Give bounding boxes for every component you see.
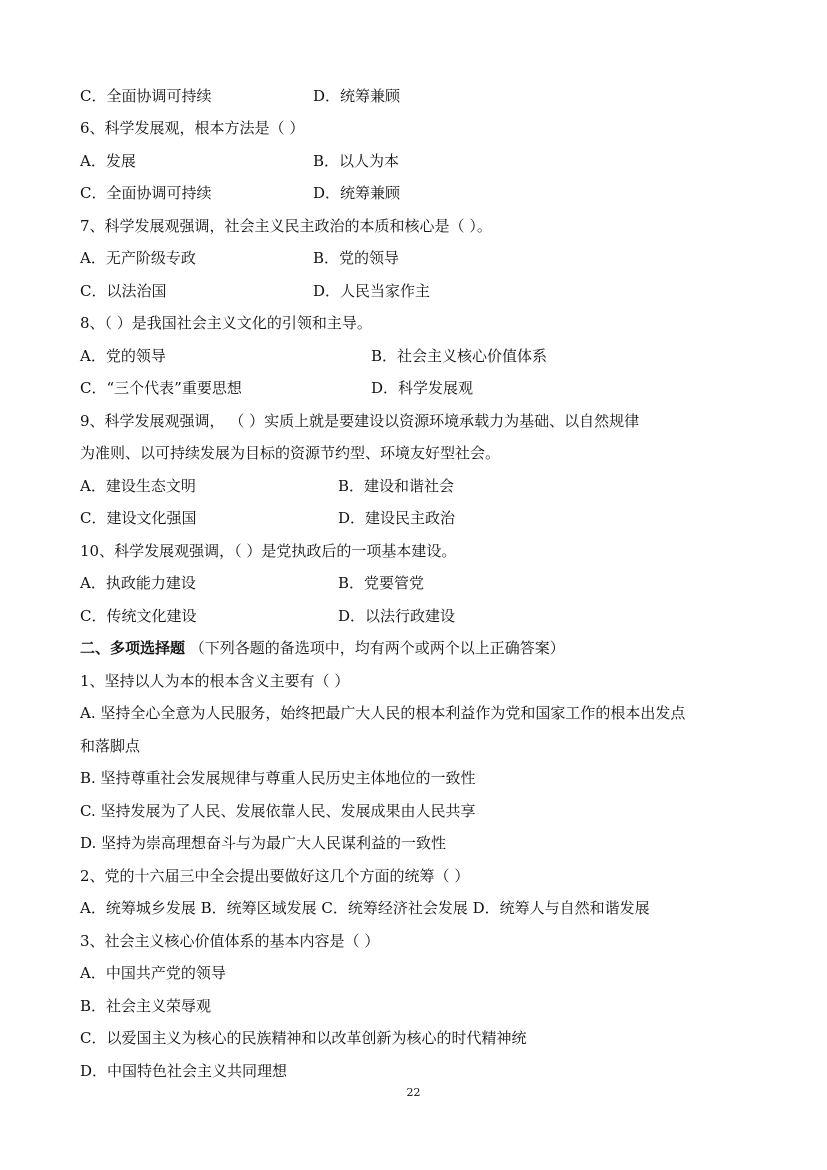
option-c: C．“三个代表”重要思想 — [80, 379, 242, 397]
mq-3-option-a: A．中国共产党的领导 — [80, 964, 226, 982]
option-d: D．建设民主政治 — [338, 509, 456, 527]
question-8: 8、（ ）是我国社会主义文化的引领和主导。 — [80, 314, 372, 332]
mq-1-option-d: D. 坚持为崇高理想奋斗与为最广大人民谋利益的一致性 — [80, 834, 447, 852]
option-c: C．以法治国 — [80, 282, 167, 300]
mq-3-option-c: C．以爱国主义为核心的民族精神和以改革创新为核心的时代精神统 — [80, 1029, 527, 1047]
question-7: 7、科学发展观强调，社会主义民主政治的本质和核心是（ ）。 — [80, 217, 492, 235]
option-b: B．建设和谐社会 — [338, 477, 455, 495]
option-b: B．社会主义核心价值体系 — [371, 347, 548, 365]
question-9-cont: 为准则、以可持续发展为目标的资源节约型、环境友好型社会。 — [80, 444, 501, 462]
option-row — [80, 508, 456, 528]
option-row — [80, 378, 474, 398]
option-d: D．科学发展观 — [371, 379, 474, 397]
question-9: 9、科学发展观强调， （ ）实质上就是要建设以资源环境承载力为基础、以自然规律 — [80, 412, 640, 430]
option-c: C．传统文化建设 — [80, 607, 197, 625]
mq-2: 2、党的十六届三中全会提出要做好这几个方面的统筹（ ） — [80, 867, 470, 885]
option-b: B．党的领导 — [313, 249, 400, 267]
mq-3-option-d: D．中国特色社会主义共同理想 — [80, 1062, 288, 1080]
option-c: C．建设文化强国 — [80, 509, 197, 527]
option-row — [80, 248, 400, 268]
option-b: B．以人为本 — [313, 152, 400, 170]
option-row — [80, 606, 456, 626]
option-row — [80, 183, 401, 203]
section-title: 二、多项选择题 — [80, 639, 186, 657]
mq-2-options: A．统筹城乡发展 B．统筹区域发展 C．统筹经济社会发展 D．统筹人与自然和谐发展 — [80, 899, 650, 917]
mq-3: 3、社会主义核心价值体系的基本内容是（ ） — [80, 932, 380, 950]
option-a: A．建设生态文明 — [80, 477, 196, 495]
option-row — [80, 476, 455, 496]
option-row — [80, 151, 400, 171]
mq-1: 1、坚持以人为本的根本含义主要有（ ） — [80, 672, 350, 690]
option-b: D．统筹兼顾 — [313, 87, 401, 105]
mq-3-option-b: B．社会主义荣辱观 — [80, 997, 212, 1015]
option-row — [80, 573, 425, 593]
section-note: （下列各题的备选项中，均有两个或两个以上正确答案） — [185, 639, 565, 657]
option-a: C．全面协调可持续 — [80, 87, 212, 105]
page-number: 22 — [406, 1086, 421, 1099]
option-a: A．发展 — [80, 152, 136, 170]
question-6: 6、科学发展观，根本方法是（ ） — [80, 119, 305, 137]
option-a: A．无产阶级专政 — [80, 249, 196, 267]
option-a: A．执政能力建设 — [80, 574, 196, 592]
mq-1-option-b: B. 坚持尊重社会发展规律与尊重人民历史主体地位的一致性 — [80, 769, 476, 787]
option-d: D．以法行政建设 — [338, 607, 456, 625]
section-heading — [80, 638, 565, 658]
option-d: D．人民当家作主 — [313, 282, 431, 300]
option-b: B．党要管党 — [338, 574, 425, 592]
option-row — [80, 346, 548, 366]
option-c: C．全面协调可持续 — [80, 184, 212, 202]
option-row — [80, 86, 401, 106]
question-10: 10、科学发展观强调，（ ）是党执政后的一项基本建设。 — [80, 542, 457, 560]
mq-1-option-a: A. 坚持全心全意为人民服务，始终把最广大人民的根本利益作为党和国家工作的根本出发点 — [80, 704, 686, 722]
mq-1-option-a-cont: 和落脚点 — [80, 737, 141, 755]
option-d: D．统筹兼顾 — [313, 184, 401, 202]
option-a: A．党的领导 — [80, 347, 166, 365]
mq-1-option-c: C. 坚持发展为了人民、发展依靠人民、发展成果由人民共享 — [80, 802, 476, 820]
option-row — [80, 281, 431, 301]
